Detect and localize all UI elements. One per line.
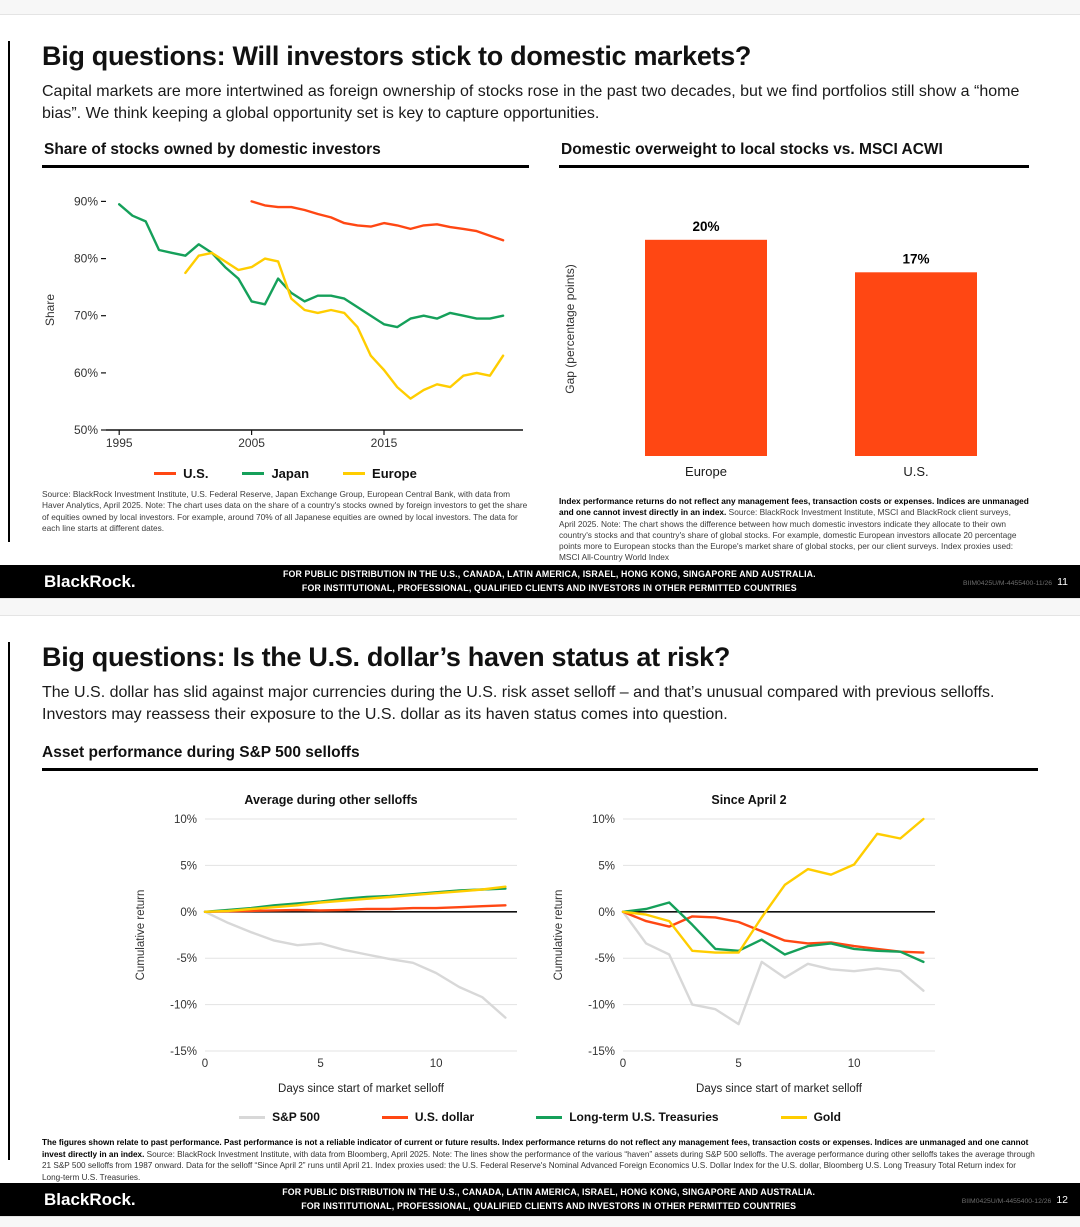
svg-text:5%: 5%	[598, 860, 615, 873]
svg-text:5: 5	[735, 1058, 742, 1071]
page-edge-line	[8, 41, 10, 542]
svg-text:70%: 70%	[73, 308, 98, 323]
report-page-1	[0, 14, 1080, 599]
svg-text:1995: 1995	[105, 436, 133, 451]
svg-text:-5%: -5%	[594, 953, 615, 966]
svg-text:Days since start of market sel: Days since start of market selloff	[278, 1083, 444, 1096]
legend-item-treasuries	[536, 1110, 718, 1124]
svg-text:Cumulative return: Cumulative return	[553, 889, 565, 981]
fineprint-note	[42, 1137, 1038, 1183]
footer-right-2	[962, 1194, 1068, 1206]
svg-text:90%: 90%	[73, 194, 98, 209]
other-selloffs-line-chart	[131, 809, 531, 1099]
svg-text:5: 5	[317, 1058, 324, 1071]
legend-item-gold	[781, 1110, 841, 1124]
report-page-2	[0, 615, 1080, 1217]
dollar-line-swatch	[382, 1116, 408, 1119]
other-selloffs-block	[131, 793, 531, 1104]
us-line-swatch	[154, 472, 176, 476]
svg-text:5%: 5%	[180, 860, 197, 873]
svg-text:Gap (percentage points): Gap (percentage points)	[563, 264, 577, 394]
charts-row	[42, 141, 1038, 563]
page-number-2: 12	[1056, 1193, 1068, 1206]
source-note-right-rest: Source: BlackRock Investment Institute, MSCI and BlackRock client surveys, April 2025. Note: The chart shows the difference between how much domestic investors indicate they allocate to their own country's stocks and that country's share of global stocks. For example, domestic European investors allocate 20 percentage points more to European stocks than the Europe's market share of global stocks, per our client surveys. Index proxies used: MSCI All-Country World Index	[559, 507, 1017, 563]
distribution-line-1b: FOR PUBLIC DISTRIBUTION IN THE U.S., CANADA, LATIN AMERICA, ISRAEL, HONG KONG, SINGAPORE AND AUSTRALIA.	[282, 1186, 816, 1197]
treasuries-line-swatch	[536, 1116, 562, 1119]
japan-line-swatch	[242, 472, 264, 476]
overweight-bar-chart	[559, 176, 1029, 488]
legend-label-sp500: S&P 500	[272, 1110, 320, 1125]
legend-label-dollar: U.S. dollar	[414, 1110, 475, 1125]
page-edge-line-2	[8, 642, 10, 1160]
svg-text:50%: 50%	[73, 423, 98, 438]
since-april-block	[549, 793, 949, 1104]
svg-text:-5%: -5%	[176, 953, 197, 966]
chart-header-selloffs: Asset performance during S&P 500 selloffs	[42, 744, 1038, 771]
svg-text:10%: 10%	[591, 814, 615, 827]
svg-text:Europe: Europe	[685, 464, 727, 480]
europe-line-swatch	[343, 472, 365, 476]
selloff-legend	[42, 1110, 1038, 1124]
fineprint-bold: The figures shown relate to past performance. Past performance is not a reliable indicator of current or future results. Index performance returns do not reflect any management fees, transaction costs or expenses. Indices are unmanaged and one cannot invest directly in an index.	[42, 1138, 1029, 1159]
footer-right-1	[963, 576, 1068, 588]
since-april-line-chart	[549, 809, 949, 1099]
svg-text:-10%: -10%	[588, 999, 615, 1012]
distribution-line-2b: FOR INSTITUTIONAL, PROFESSIONAL, QUALIFIED CLIENTS AND INVESTORS IN OTHER PERMITTED COUNTRIES	[301, 1200, 797, 1211]
distribution-notice-2	[136, 1186, 962, 1213]
svg-text:U.S.: U.S.	[903, 464, 929, 480]
selloff-charts-row	[42, 793, 1038, 1104]
svg-text:0: 0	[619, 1058, 627, 1071]
svg-text:10: 10	[429, 1058, 443, 1071]
svg-text:10: 10	[847, 1058, 861, 1071]
svg-text:Cumulative return: Cumulative return	[135, 889, 147, 981]
source-note-left: Source: BlackRock Investment Institute, U.S. Federal Reserve, Japan Exchange Group, European Central Bank, with data from Haver Analytics, April 2025. Note: The chart uses data on the share of a country's stocks owned by foreign investors to get the share of equities owned by local investors. For example, around 70% of all Japanese equities are owned by local investors. The data for each line starts at different dates.	[42, 489, 528, 533]
legend-label-japan: Japan	[271, 466, 310, 482]
svg-text:Days since start of market sel: Days since start of market selloff	[696, 1083, 862, 1096]
svg-text:0: 0	[201, 1058, 209, 1071]
legend-item-europe	[343, 466, 417, 481]
overweight-panel	[559, 141, 1029, 563]
legend-label-gold: Gold	[813, 1110, 841, 1125]
chart-title-since-april: Since April 2	[711, 793, 787, 808]
gold-line-swatch	[781, 1116, 807, 1119]
blackrock-logo-2: BlackRock.	[44, 1189, 136, 1209]
svg-text:-15%: -15%	[588, 1046, 615, 1059]
domestic-share-panel	[42, 141, 529, 563]
chart-header-overweight: Domestic overweight to local stocks vs. MSCI ACWI	[559, 141, 1029, 168]
svg-text:17%: 17%	[902, 251, 930, 267]
legend-label-us: U.S.	[183, 466, 209, 482]
legend-label-europe: Europe	[372, 466, 417, 482]
sp500-line-swatch	[239, 1116, 265, 1119]
legend-item-sp500	[239, 1110, 320, 1124]
svg-text:2015: 2015	[370, 436, 398, 451]
document-code-1: BIIM0425U/M-4455400-11/26	[963, 579, 1053, 587]
svg-text:Share: Share	[43, 294, 57, 327]
blackrock-logo: BlackRock.	[44, 571, 136, 591]
chart-title-other-selloffs: Average during other selloffs	[244, 793, 418, 808]
svg-text:0%: 0%	[180, 906, 197, 919]
chart-header-domestic-share: Share of stocks owned by domestic investors	[42, 141, 529, 168]
legend-item-dollar	[382, 1110, 474, 1124]
svg-text:80%: 80%	[73, 251, 98, 266]
footer-bar-2	[0, 1183, 1080, 1216]
svg-text:60%: 60%	[73, 366, 98, 381]
page-title-2: Big questions: Is the U.S. dollar’s haven status at risk?	[42, 642, 731, 672]
legend-item-us	[154, 466, 208, 481]
distribution-line-2: FOR INSTITUTIONAL, PROFESSIONAL, QUALIFIED CLIENTS AND INVESTORS IN OTHER PERMITTED COUNTRIES	[301, 582, 797, 593]
distribution-line-1: FOR PUBLIC DISTRIBUTION IN THE U.S., CANADA, LATIN AMERICA, ISRAEL, HONG KONG, SINGAPORE AND AUSTRALIA.	[282, 568, 816, 579]
document-code-2: BIIM0425U/M-4455400-12/26	[961, 1197, 1052, 1205]
domestic-share-line-chart	[42, 176, 529, 464]
svg-text:2005: 2005	[238, 436, 265, 451]
source-note-right	[559, 496, 1029, 563]
page-number-1: 11	[1057, 575, 1068, 588]
domestic-share-legend	[42, 466, 529, 481]
fineprint-rest: Source: BlackRock Investment Institute, with data from Bloomberg, April 2025. Note: The lines show the performance of the various “haven” assets during S&P 500 selloffs. The average performance during other selloffs takes the average through 21 S&P 500 selloffs from 1987 onward. Data for the selloff “Since April 2” runs until April 21. Index proxies used: the U.S. Federal Reserve's Nominal Advanced Foreign Economics U.S. Dollar Index for the U.S. dollar, Bloomberg U.S. Long Treasury Total Return index for Long-term U.S. Treasuries.	[42, 1149, 1035, 1182]
svg-text:-10%: -10%	[170, 999, 197, 1012]
legend-item-japan	[242, 466, 309, 481]
svg-text:-15%: -15%	[170, 1046, 197, 1059]
svg-text:10%: 10%	[173, 814, 197, 827]
page-subtitle-2: The U.S. dollar has slid against major currencies during the U.S. risk asset selloff – and that’s unusual compared with previous selloffs. Investors may reassess their exposure to the U.S. dollar as its haven status comes into question.	[42, 684, 995, 724]
page-title: Big questions: Will investors stick to domestic markets?	[42, 41, 752, 71]
distribution-notice	[136, 568, 963, 595]
svg-text:0%: 0%	[598, 906, 615, 919]
source-note-right-bold: Index performance returns do not reflect any management fees, transaction costs or expenses. Indices are unmanaged and one cannot invest directly in an index.	[559, 496, 1029, 518]
svg-text:20%: 20%	[692, 218, 720, 234]
page-subtitle: Capital markets are more intertwined as foreign ownership of stocks rose in the past two decades, but we find portfolios still show a “home bias”. We think keeping a global opportunity set is key to capture opportunities.	[42, 83, 1020, 123]
footer-bar-1	[0, 565, 1080, 598]
legend-label-treasuries: Long-term U.S. Treasuries	[569, 1110, 719, 1125]
